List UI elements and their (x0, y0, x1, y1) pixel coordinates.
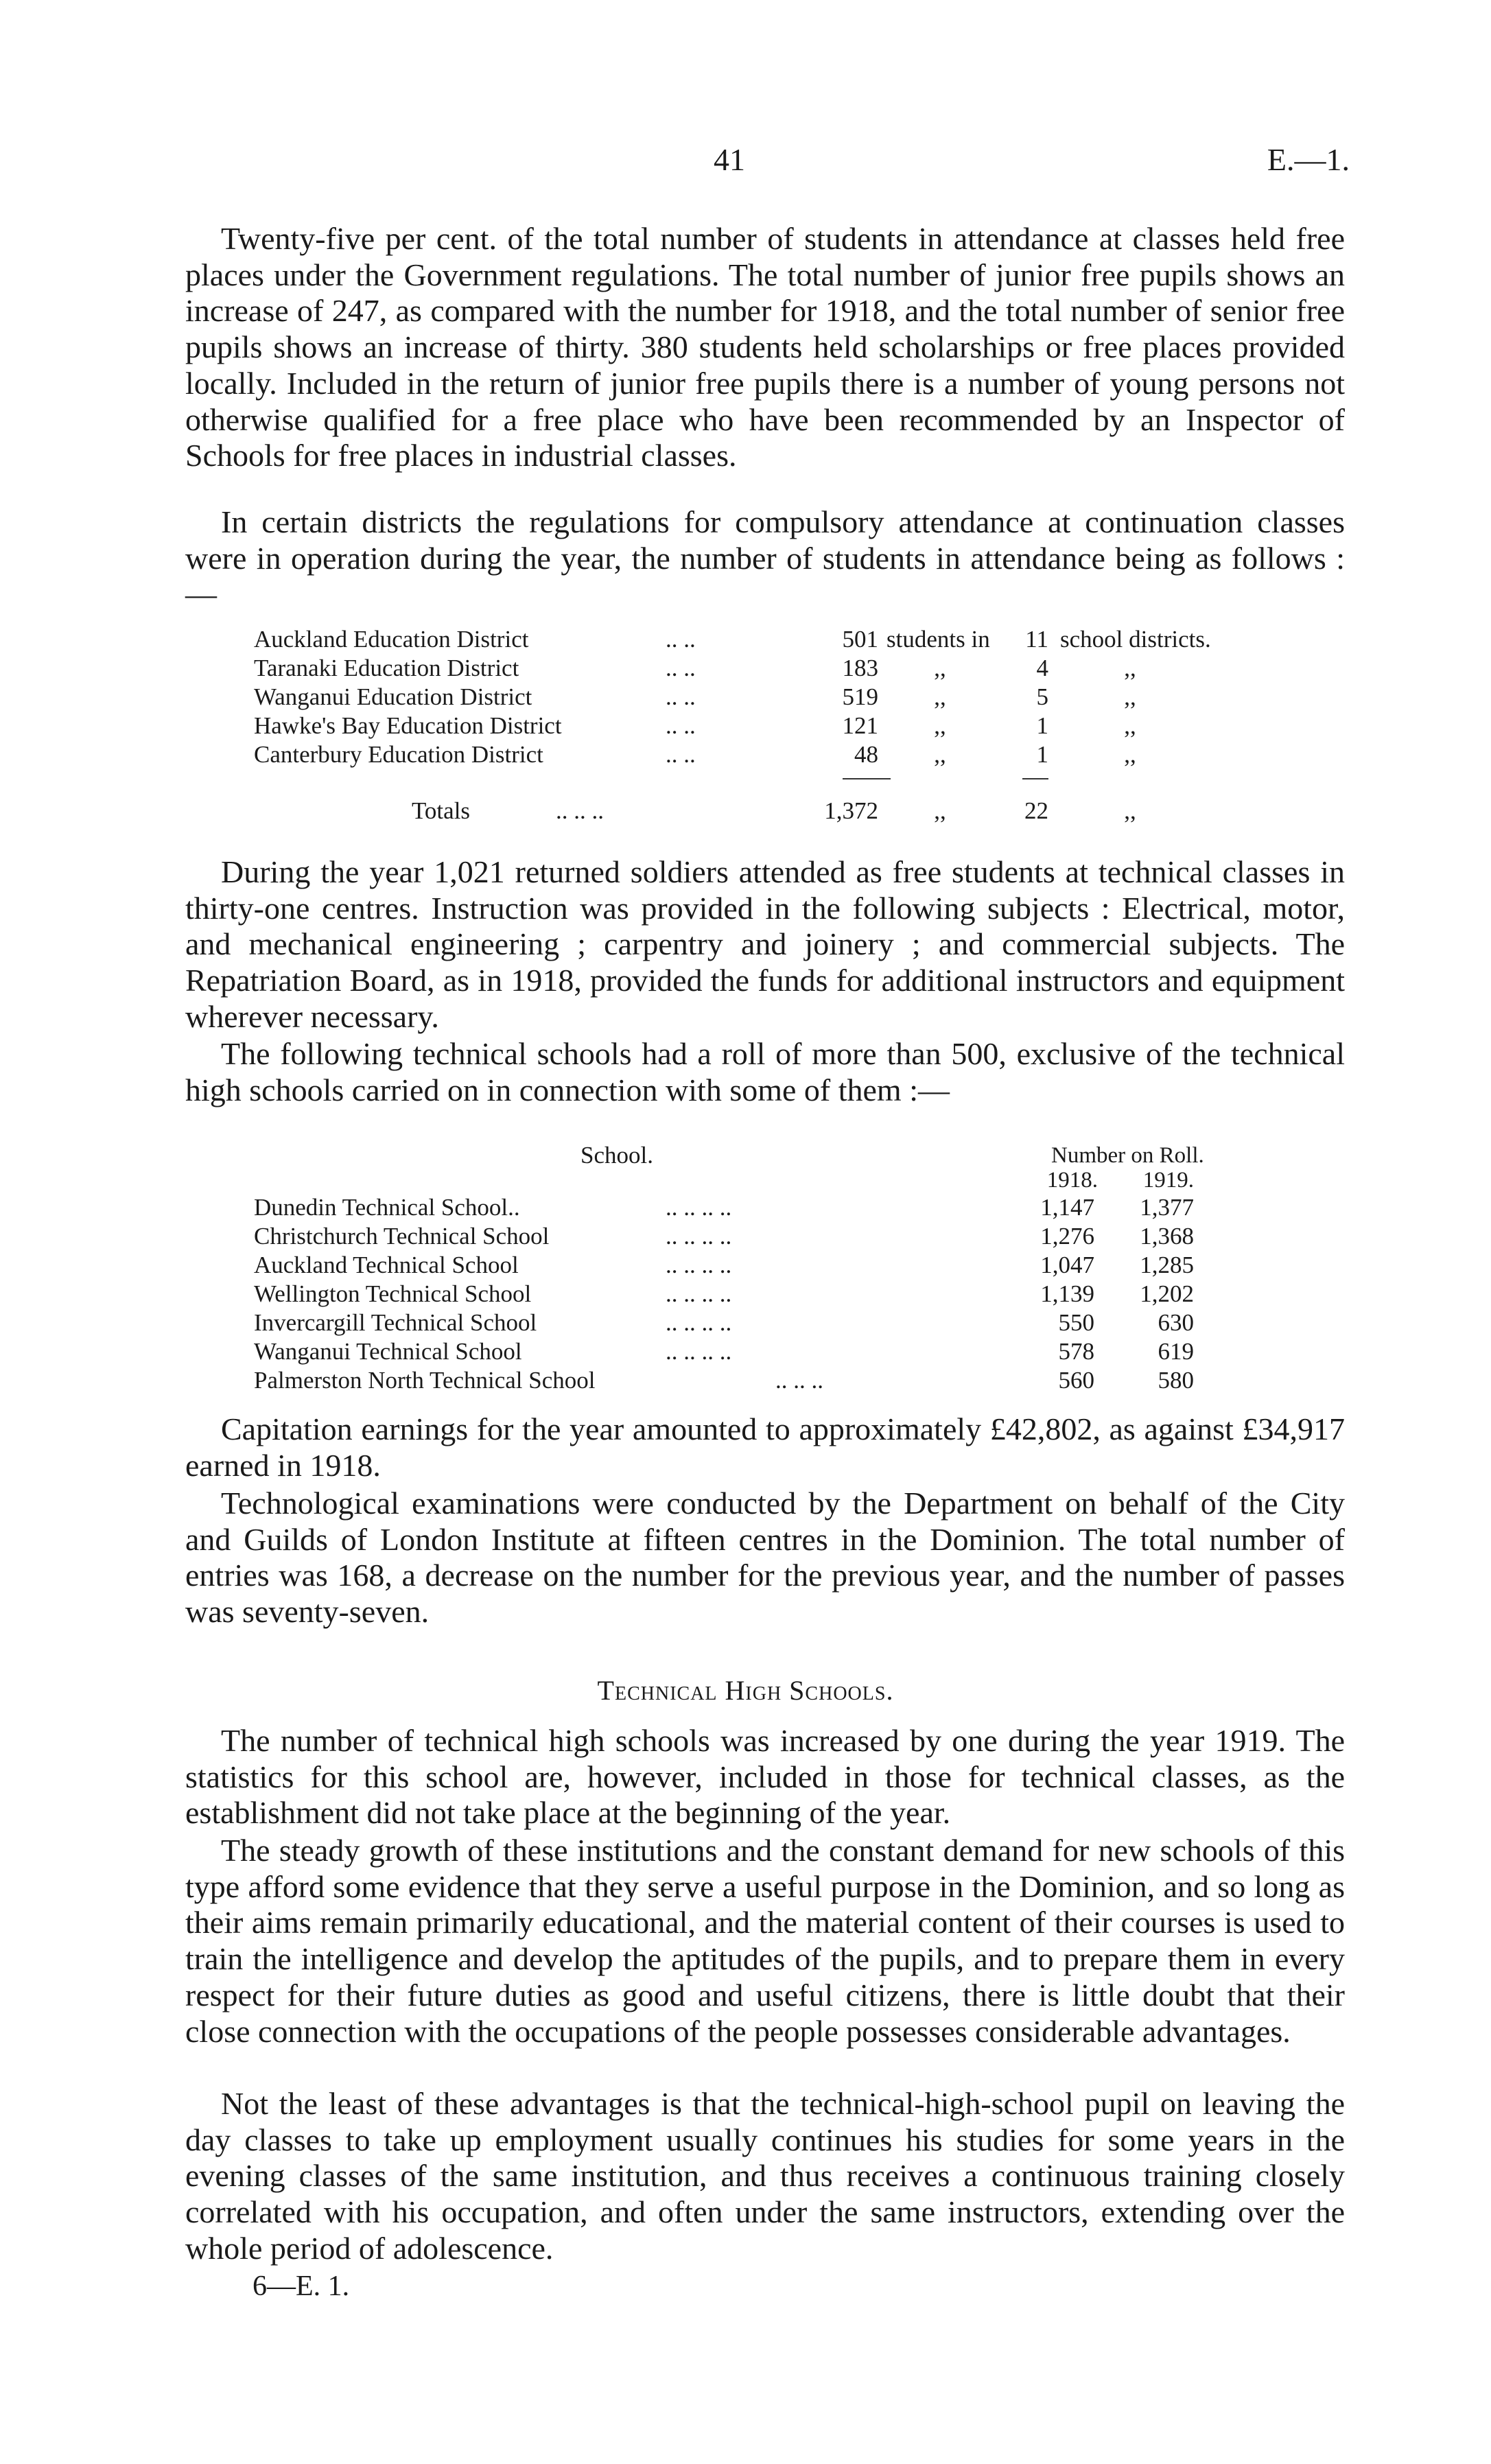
students-count: 48 (854, 741, 878, 768)
ditto-mark: ,, (934, 712, 946, 739)
page-signature: 6—E. 1. (253, 2271, 350, 2302)
paragraph-capitation: Capitation earnings for the year amounted to approximately £42,802, as against £34,917 earned in 1918. (185, 1411, 1345, 1483)
roll-1919: 630 (1158, 1309, 1194, 1336)
roll-1918: 1,139 (1040, 1280, 1094, 1307)
roll-1918: 550 (1058, 1309, 1094, 1336)
paragraph-steady-growth: The steady growth of these institutions and the constant demand for new schools of this type afford some evidence that they serve a useful purpose in the Dominion, and so long as their aims remain primarily educational, and the material content of their courses is used to train the intelligence and develop the aptitudes of the pupils, and to prepare them in every respect for their future duties as good and useful citizens, there is little doubt that their close connection with the occupations of the people possesses considerable advantages. (185, 1833, 1345, 2049)
school-name: Palmerston North Technical School (254, 1367, 596, 1394)
roll-1918: 578 (1058, 1338, 1094, 1365)
schools-count: 1 (1036, 741, 1048, 768)
schools-count: 11 (1025, 626, 1048, 653)
leader-dots: .. .. .. .. (666, 1309, 732, 1336)
school-name: Wellington Technical School (254, 1280, 532, 1307)
roll-1918: 560 (1058, 1367, 1094, 1394)
attendance-table (254, 626, 1242, 832)
table-row (254, 1223, 1242, 1250)
roll-1918: 1,276 (1040, 1223, 1094, 1249)
table-header (254, 1142, 1242, 1169)
roll-1919: 619 (1158, 1338, 1194, 1365)
students-count: 121 (842, 712, 878, 739)
roll-1919: 1,368 (1140, 1223, 1194, 1249)
ditto-mark: ,, (1124, 741, 1136, 768)
paragraph-technical-schools: The following technical schools had a roll of more than 500, exclusive of the technical high schools carried on in connection with some of them :— (185, 1036, 1345, 1107)
roll-1918: 1,147 (1040, 1194, 1094, 1221)
district-name: Taranaki Education District (254, 655, 519, 681)
leader-dots: .. .. .. .. (666, 1194, 732, 1221)
table-row (254, 1367, 1242, 1394)
schools-count: 5 (1036, 683, 1048, 710)
ditto-mark: ,, (934, 741, 946, 768)
leader-dots: .. .. .. (556, 797, 604, 824)
paragraph-returned-soldiers: During the year 1,021 returned soldiers attended as free students at technical classes in thirty-one centres. Instruction was provided in the following subjects : Electrical, motor, and mechanical engineering ; carpentry and joinery ; and commercial subjects. The Repatriation Board, as in 1918, provided the funds for additional instructors and equipment wherever necessary. (185, 854, 1345, 1034)
district-name: Canterbury Education District (254, 741, 543, 768)
sum-rule (1022, 778, 1048, 779)
table-row (254, 1280, 1242, 1308)
ditto-mark: ,, (934, 797, 946, 824)
ditto-mark: ,, (1124, 712, 1136, 739)
leader-dots: .. .. .. .. (666, 1338, 732, 1365)
ditto-mark: ,, (1124, 655, 1136, 681)
totals-row (254, 797, 1242, 825)
schools-count: 1 (1036, 712, 1048, 739)
ditto-mark: ,, (1124, 797, 1136, 824)
district-name: Hawke's Bay Education District (254, 712, 562, 739)
roll-1919: 580 (1158, 1367, 1194, 1394)
school-name: Dunedin Technical School.. (254, 1194, 520, 1221)
district-name: Wanganui Education District (254, 683, 532, 710)
students-count: 183 (842, 655, 878, 681)
table-row (254, 741, 1242, 768)
table-row (254, 1194, 1242, 1221)
students-label: students in (887, 626, 990, 653)
students-count: 501 (842, 626, 878, 653)
school-name: Christchurch Technical School (254, 1223, 550, 1249)
table-row (254, 1309, 1242, 1337)
roll-1919: 1,377 (1140, 1194, 1194, 1221)
leader-dots: .. .. (666, 683, 696, 710)
leader-dots: .. .. .. .. (666, 1223, 732, 1249)
students-total: 1,372 (824, 797, 878, 824)
table-row (254, 655, 1242, 682)
leader-dots: .. .. (666, 626, 696, 653)
section-heading: Technical High Schools. (597, 1675, 894, 1706)
school-name: Invercargill Technical School (254, 1309, 537, 1336)
col-1918-header: 1918. (1046, 1168, 1098, 1193)
leader-dots: .. .. .. .. (666, 1280, 732, 1307)
paragraph-free-places: Twenty-five per cent. of the total number of students in attendance at classes held free places under the Government regulations. The total number of junior free pupils shows an increase of 247, as compared with the number for 1918, and the total number of senior free pupils shows an increase of thirty. 380 students held scholarships or free places provided locally. Included in the return of junior free pupils there is a number of young persons not otherwise qualified for a free place who have been recommended by an Inspector of Schools for free places in industrial classes. (185, 221, 1345, 473)
col-school-header: School. (580, 1142, 653, 1169)
col-number-header: Number on Roll. (1051, 1143, 1204, 1168)
totals-label: Totals (412, 797, 471, 824)
students-count: 519 (842, 683, 878, 710)
paragraph-advantages: Not the least of these advantages is that the technical-high-school pupil on leaving the day classes to take up employment usually continues his studies for some years in the evening classes of the same institution, and thus receives a continuous training closely correlated with his occupation, and often under the same instructors, extending over the whole period of adolescence. (185, 2086, 1345, 2266)
school-name: Auckland Technical School (254, 1252, 519, 1278)
col-1919-header: 1919. (1142, 1168, 1194, 1193)
paragraph-technological-exams: Technological examinations were conducted by the Department on behalf of the City and Guilds of London Institute at fifteen centres in the Dominion. The total number of entries was 168, a decrease on the number for the previous year, and the number of passes was seventy-seven. (185, 1486, 1345, 1630)
district-name: Auckland Education District (254, 626, 529, 653)
table-subheader (254, 1166, 1242, 1194)
ditto-mark: ,, (934, 655, 946, 681)
leader-dots: .. .. .. .. (666, 1252, 732, 1278)
roll-1919: 1,285 (1140, 1252, 1194, 1278)
roll-1918: 1,047 (1040, 1252, 1094, 1278)
schools-count: 4 (1036, 655, 1048, 681)
table-row (254, 626, 1242, 653)
paragraph-technical-high-schools: The number of technical high schools was increased by one during the year 1919. The statistics for this school are, however, included in those for technical classes, as the establishment did not take place at the beginning of the year. (185, 1723, 1345, 1831)
ditto-mark: ,, (934, 683, 946, 710)
leader-dots: .. .. (666, 712, 696, 739)
paragraph-compulsory-attendance: In certain districts the regulations for compulsory attendance at continuation classes were in operation during the year, the number of students in attendance being as follows :— (185, 504, 1345, 612)
school-name: Wanganui Technical School (254, 1338, 522, 1365)
page-reference: E.—1. (1267, 142, 1350, 177)
table-row (254, 712, 1242, 740)
leader-dots: .. .. (666, 741, 696, 768)
leader-dots: .. .. (666, 655, 696, 681)
sum-rule (843, 778, 891, 779)
table-row (254, 1252, 1242, 1279)
table-row (254, 683, 1242, 711)
roll-table (254, 1131, 1242, 1394)
page-number: 41 (714, 142, 745, 177)
schools-total: 22 (1024, 797, 1048, 824)
leader-dots: .. .. .. (775, 1367, 823, 1394)
table-row (254, 1338, 1242, 1365)
schools-label: school districts. (1060, 626, 1211, 653)
roll-1919: 1,202 (1140, 1280, 1194, 1307)
ditto-mark: ,, (1124, 683, 1136, 710)
